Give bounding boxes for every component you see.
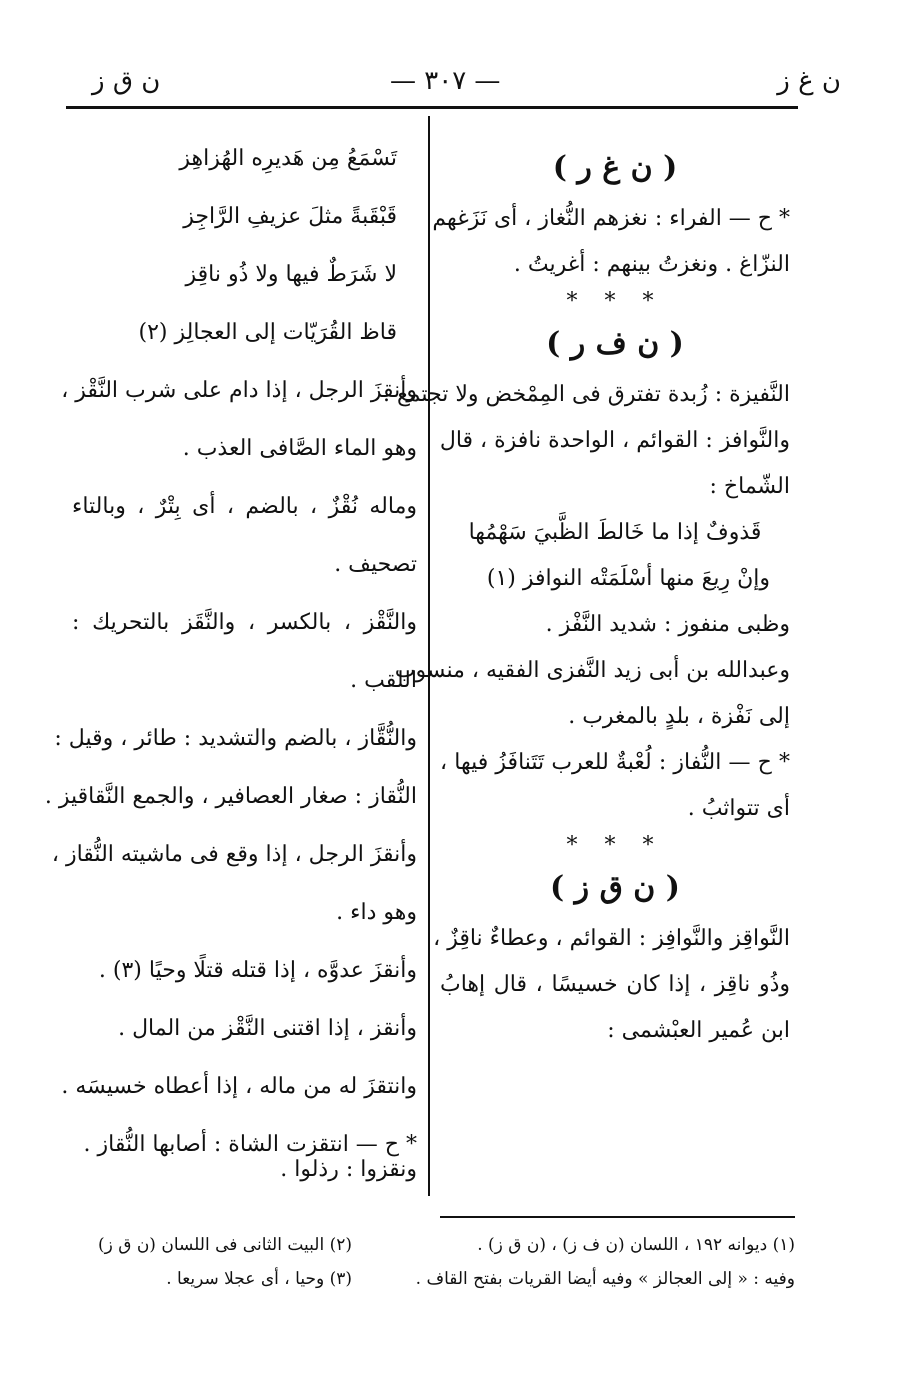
entry-line: أى تتواثبُ . xyxy=(687,796,790,821)
footnote-rule xyxy=(440,1216,795,1218)
entry-line: وانتقزَ له من ماله ، إذا أعطاه خسيسَه . xyxy=(61,1074,417,1099)
entry-line: اللقب . xyxy=(350,668,417,693)
footnote-2: (٢) البيت الثانى فى اللسان (ن ق ز) xyxy=(97,1235,352,1255)
entry-line: وهو داء . xyxy=(336,900,417,925)
page-header xyxy=(60,62,849,102)
header-root-left: ن ق ز xyxy=(92,66,161,96)
entry-line: النَّفيزة : زُبدة تفترق فى المِمْخض ولا تجتمع . xyxy=(383,382,790,407)
entry-line: وذُو ناقِز ، إذا كان خسيسًا ، قال إهابُ xyxy=(440,972,790,997)
section-separator: * * * xyxy=(566,289,664,314)
entry-line: وظبى منفوز : شديد النَّفْز . xyxy=(545,612,790,637)
entry-line: إلى نَفْزة ، بلدٍ بالمغرب . xyxy=(568,704,790,729)
entry-line: وعبدالله بن أبى زيد النَّفزى الفقيه ، منسوب xyxy=(394,658,790,683)
entry-line: تصحيف . xyxy=(334,552,417,577)
entry-line: * ح — النُّفاز : لُعْبةٌ للعرب تَتَنافَزُ فيها ، xyxy=(440,750,790,775)
footnotes-left xyxy=(72,1228,352,1296)
verse-line: لا شَرَطٌ فيها ولا ذُو ناقِز xyxy=(185,262,397,287)
entry-line: وأنقزَ الرجل ، إذا وقع فى ماشيته النُّقاز ، xyxy=(51,842,417,867)
entry-line: ابن عُمير العبْشمى : xyxy=(607,1018,790,1043)
section-title-ngr: ( ن غ ر ) xyxy=(552,150,678,185)
verse-line: تَسْمَعُ مِن هَديرِه الهُزاهِز xyxy=(179,146,397,171)
entry-line: * ح — الفراء : نغزهم النُّغاز ، أى نَزَغهم xyxy=(432,206,790,231)
footnote-3: (٣) وحيا ، أى عجلا سريعا . xyxy=(166,1269,352,1289)
verse-line: وإنْ رِيعَ منها أسْلَمَتْه النوافز (١) xyxy=(486,566,770,591)
entry-line: النزّاغ . ونغزتُ بينهم : أغريتُ . xyxy=(513,252,790,277)
header-rule xyxy=(66,106,798,109)
entry-line: وهو الماء الصَّافى العذب . xyxy=(182,436,417,461)
verse-line: قَذوفٌ إذا ما خَالطَ الظَّبيَ سَهْمُها xyxy=(468,520,762,545)
left-column xyxy=(44,130,417,1174)
section-separator: * * * xyxy=(566,833,664,858)
entry-line: ونقزوا : رذلوا . xyxy=(280,1157,417,1182)
footnote-1-continued: وفيه : « إلى العجالز » وفيه أيضا القريات بفتح القاف . xyxy=(415,1269,795,1289)
verse-line: قَبْقَبةً مثلَ عزيفِ الرَّاجِز xyxy=(183,204,397,229)
entry-line: وماله نُقْزٌ ، بالضم ، أى بِتْرٌ ، وبالتاء xyxy=(72,494,417,519)
entry-line: وأنقز ، إذا اقتنى النَّقْز من المال . xyxy=(118,1016,417,1041)
entry-line: والنَّوافز : القوائم ، الواحدة نافزة ، قال xyxy=(439,428,790,453)
entry-line: وأنقزَ الرجل ، إذا دام على شرب النَّقْز ، xyxy=(61,378,417,403)
section-title-nqz: ( ن ق ز ) xyxy=(550,870,680,905)
entry-line: * ح — انتقزت الشاة : أصابها النُّقاز . xyxy=(83,1132,417,1157)
footnotes-right xyxy=(415,1228,795,1296)
page-number: — ٣٠٧ — xyxy=(390,66,501,96)
entry-line: والنُّقَّاز ، بالضم والتشديد : طائر ، وقيل : xyxy=(54,726,417,751)
entry-line: وأنقزَ عدوَّه ، إذا قتله قتلًا وحيًا (٣) . xyxy=(98,958,417,983)
header-root-right: ن غ ز xyxy=(777,66,841,96)
entry-line: النُّقاز : صغار العصافير ، والجمع النَّقاقيز . xyxy=(44,784,417,809)
left-column-tail xyxy=(72,1150,417,1190)
entry-line: الشّماخ : xyxy=(709,474,790,499)
entry-line: النَّواقِز والنَّوافِز : القوائم ، وعطاءٌ ناقِزٌ ، xyxy=(433,926,790,951)
entry-line: والنَّقْز ، بالكسر ، والنَّقَز بالتحريك : xyxy=(72,610,417,635)
verse-line: قاظ القُرَيّات إلى العجالِز (٢) xyxy=(138,320,397,345)
section-title-nfr: ( ن ف ر ) xyxy=(546,326,684,361)
footnote-1: (١) ديوانه ١٩٢ ، اللسان (ن ف ز) ، (ن ق ز) . xyxy=(477,1235,795,1255)
